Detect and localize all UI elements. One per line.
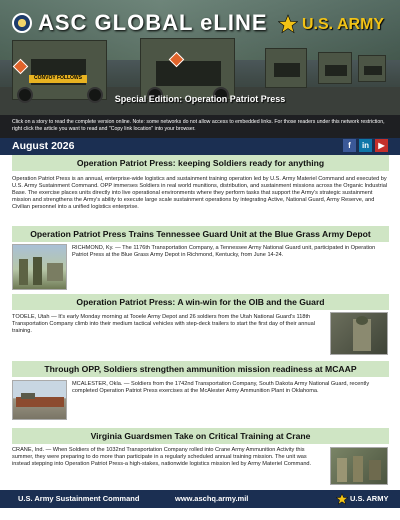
us-army-label: U.S. ARMY bbox=[302, 16, 385, 33]
convoy-truck-image bbox=[265, 48, 307, 88]
youtube-icon[interactable]: ▶ bbox=[375, 139, 388, 152]
article-photo[interactable] bbox=[12, 380, 67, 420]
article-photo[interactable] bbox=[330, 447, 388, 485]
second-truck-image bbox=[140, 38, 235, 100]
article-photo[interactable] bbox=[12, 244, 67, 290]
linkedin-icon[interactable]: in bbox=[359, 139, 372, 152]
article-body: MCALESTER, Okla. — Soldiers from the 1742nd Transportation Company, South Dakota Army National Guard, recently completed Operation Patriot Press exercises at the McAlester Army Ammunition Plant in Oklahoma. bbox=[72, 381, 370, 395]
issue-date-bar bbox=[0, 138, 400, 155]
army-star-icon bbox=[278, 14, 298, 34]
convoy-truck-image bbox=[318, 52, 352, 84]
article-heading[interactable]: Operation Patriot Press: keeping Soldiers ready for anything bbox=[12, 155, 389, 171]
footer-bar bbox=[0, 490, 400, 508]
army-star-icon bbox=[336, 493, 348, 505]
article-body: RICHMOND, Ky. — The 1176th Transportation Company, a Tennessee Army National Guard unit, participated in Operation Patriot Press at the Blue Grass Army Depot in Richmond, Kentucky, from June 14-24. bbox=[72, 245, 376, 259]
convoy-truck-image bbox=[358, 55, 386, 82]
article-heading[interactable]: Through OPP, Soldiers strengthen ammunition mission readiness at MCAAP bbox=[12, 361, 389, 377]
article-photo[interactable] bbox=[330, 312, 388, 355]
article-body: CRANE, Ind. — When Soldiers of the 1032nd Transportation Company rolled into Crane Army Ammunition Activity this summer, they were preparing to do more than participate in a regularly scheduled annual training mission. The unit was instead stepping into Operation Patriot Press-a high-stakes, nationwide logistics mission led by Army Materiel Command. bbox=[12, 447, 312, 468]
article-heading[interactable]: Operation Patriot Press: A win-win for the OIB and the Guard bbox=[12, 294, 389, 310]
newsletter-title: ASC GLOBAL eLINE bbox=[38, 10, 268, 35]
facebook-icon[interactable]: f bbox=[343, 139, 356, 152]
lead-truck-image bbox=[12, 40, 107, 100]
footer-url-link[interactable]: www.aschq.army.mil bbox=[175, 494, 249, 503]
article-body: TOOELE, Utah — It's early Monday morning at Tooele Army Depot and 26 soldiers from the Utah National Guard's 118th Transportation Company climb into their medium tactical vehicles with step-deck trailers to start the first day of their annual training. bbox=[12, 314, 315, 335]
article-body: Operation Patriot Press is an annual, enterprise-wide logistics and sustainment training operation led by U.S. Army Materiel Command and executed by U.S. Army Sustainment Command. OPP immerses Soldiers in real world munitions, distribution, and sustainment missions across the Organic Industrial Base. The exercise places units directly into live operational environments where they perform tasks that support the Army's strategic sustainment mission and strengthens the Army's ability to execute large scale sustainment operations by integrating Active, National Guard, Army Reserve, and Civilian personnel into a unified logistics enterprise. bbox=[12, 176, 388, 211]
asc-logo-icon bbox=[12, 13, 32, 33]
header-banner bbox=[0, 0, 400, 115]
convoy-follows-sign: CONVOY FOLLOWS bbox=[29, 75, 87, 83]
article-heading[interactable]: Virginia Guardsmen Take on Critical Training at Crane bbox=[12, 428, 389, 444]
reader-notice: Click on a story to read the complete version online. Note: some networks do not allow access to embedded links. For those readers under this network restriction, right click the article you want to read and "Copy link location" into your browser. bbox=[0, 115, 400, 138]
special-edition-label: Special Edition: Operation Patriot Press bbox=[114, 94, 286, 104]
issue-date: August 2026 bbox=[12, 140, 75, 152]
footer-army-label: U.S. ARMY bbox=[350, 494, 389, 503]
article-heading[interactable]: Operation Patriot Press Trains Tennessee Guard Unit at the Blue Grass Army Depot bbox=[12, 226, 389, 242]
footer-org: U.S. Army Sustainment Command bbox=[18, 494, 140, 503]
